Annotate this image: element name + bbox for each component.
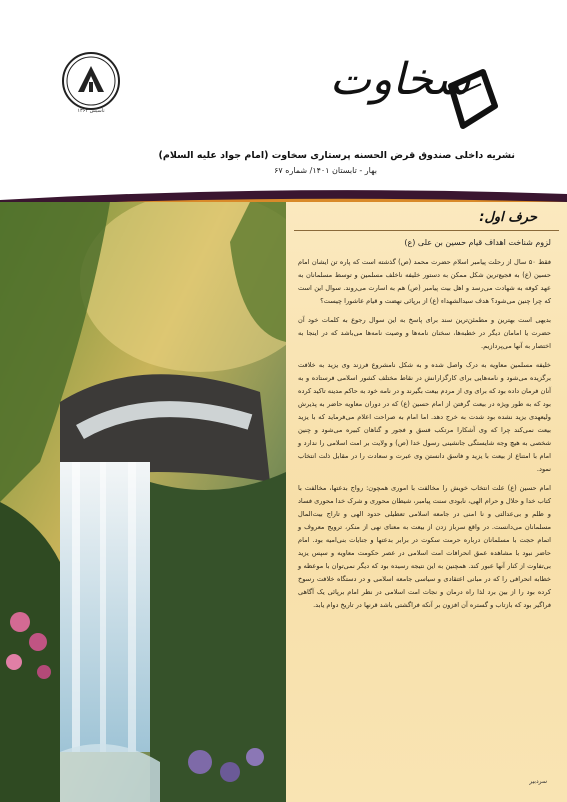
- magazine-logo-title: سخاوت: [329, 54, 471, 105]
- book-logo-icon: [443, 66, 503, 136]
- heading-divider: [294, 230, 559, 231]
- paragraph: خلیفه مسلمین معاویه به درک واصل شده و به شکل نامشروع فرزند وی یزید به خلافت برگزیده می‌شود و نامه‌هایی برای کارگزارانش در نقاط مختلف کشور اسلامی فرستاده و به آنان فرمان داده بود که برای وی از مردم بیعت بگیرند و در نامه خود به حاکم مدینه تاکید کرده بود که به طور ویژه در بیعت گرفتن از امام حسین (ع) که در دوران معاویه حاضر به پذیرش ولیعهدی یزید نشده بود شدت به خرج دهد. اما امام به صراحت اعلام می‌فرماید که با یزید بیعت نمی‌کند چرا که وی آشکارا مرتکب فسق و فجور و گناهان کبیره می‌شود و چنین شخصی به هیچ وجه شایستگی جانشینی رسول خدا (ص) و ولایت بر امت اسلامی را ندارد و امام با امتناع از بیعت با یزید و فاسق دانستن وی عبرت و سعادت را در مقابل ذلت انتخاب نمود.: [298, 361, 551, 473]
- editorial-panel: [286, 202, 567, 802]
- paragraph: بدیهی است بهترین و مطمئن‌ترین سند برای پاسخ به این سوال رجوع به کلمات خود آن حضرت یا امامان دیگر در خطبه‌ها، سخنان نامه‌ها و وصیت نامه‌ها می‌باشد که در اینجا به اختصار به آنها می‌پردازیم.: [298, 316, 551, 350]
- article-body: [298, 256, 551, 618]
- seal-caption: تاسیس ۱۳۶۳: [77, 108, 105, 114]
- paragraph: امام حسین (ع) علت انتخاب خویش را مخالفت با اموری همچون: رواج بدعتها، مخالفت با کتاب خدا و حلال و حرام الهی، نابودی سنت پیامبر، شیطان محوری و شرک خدا محوری فساد و ظلم و بی‌عدالتی و نا امنی در جامعه اسلامی تعطیلی حدود الهی و تاراج بیت‌المال مسلمانان می‌دانست. در واقع سرباز زدن از بیعت به معنای نهی از منکر، ترویج معروف و اتمام حجت با مسلمانان درباره حرمت سکوت در برابر بدعتها و جنایات بنی‌امیه بود. امام حاضر نبود با مشاهده عمق انحرافات امت اسلامی در عصر حکومت معاویه و سپس یزید بی‌تفاوت از کنار آنها عبور کند. همچنین به این نتیجه رسیده بود که دیگر نمی‌توان با موعظه و خطابه انحرافی را که در مبانی اعتقادی و سیاسی جامعه اسلامی و در دستگاه خلافت رسوخ کرده بود را از بین برد لذا راه درمان و نجات امت اسلامی در نظر امام برپائی یک آگاهی فراگیر بود که بازتاب و گستره آن افزون بر آنکه فراگشتی باشد قرنها در تاریخ دوام یابد.: [298, 484, 551, 609]
- article-heading: حرف اول:: [479, 210, 537, 225]
- paragraph: فقط ۵۰ سال از رحلت پیامبر اسلام حضرت محمد (ص) گذشته است که پاره تن ایشان امام حسین (ع) به فجیع‌ترین شکل ممکن به دستور خلیفه ناخلف مسلمین و توسط مسلمانان به عهد کوفه به شهادت می‌رسد و اهل بیت پیامبر (ص) هم به اسارت می‌روند. سوال این است که چرا چنین می‌شود؟ هدف سیدالشهداء (ع) از برپائی نهضت و قیام عاشورا چیست؟: [298, 258, 552, 305]
- fund-seal-logo: [62, 52, 120, 110]
- issue-line: بهار - تابستان ۱۴۰۱/ شماره ۶۷: [274, 166, 377, 175]
- article-subtitle: لزوم شناخت اهداف قیام حسین بن علی (ع): [404, 238, 551, 247]
- waterfall-photo: [0, 202, 286, 802]
- editor-signature: سردبیر: [529, 778, 547, 785]
- publication-title: نشریه داخلی صندوق قرض الحسنه پرستاری سخاوت (امام جواد علیه السلام): [158, 150, 515, 161]
- cover-header: [0, 0, 567, 196]
